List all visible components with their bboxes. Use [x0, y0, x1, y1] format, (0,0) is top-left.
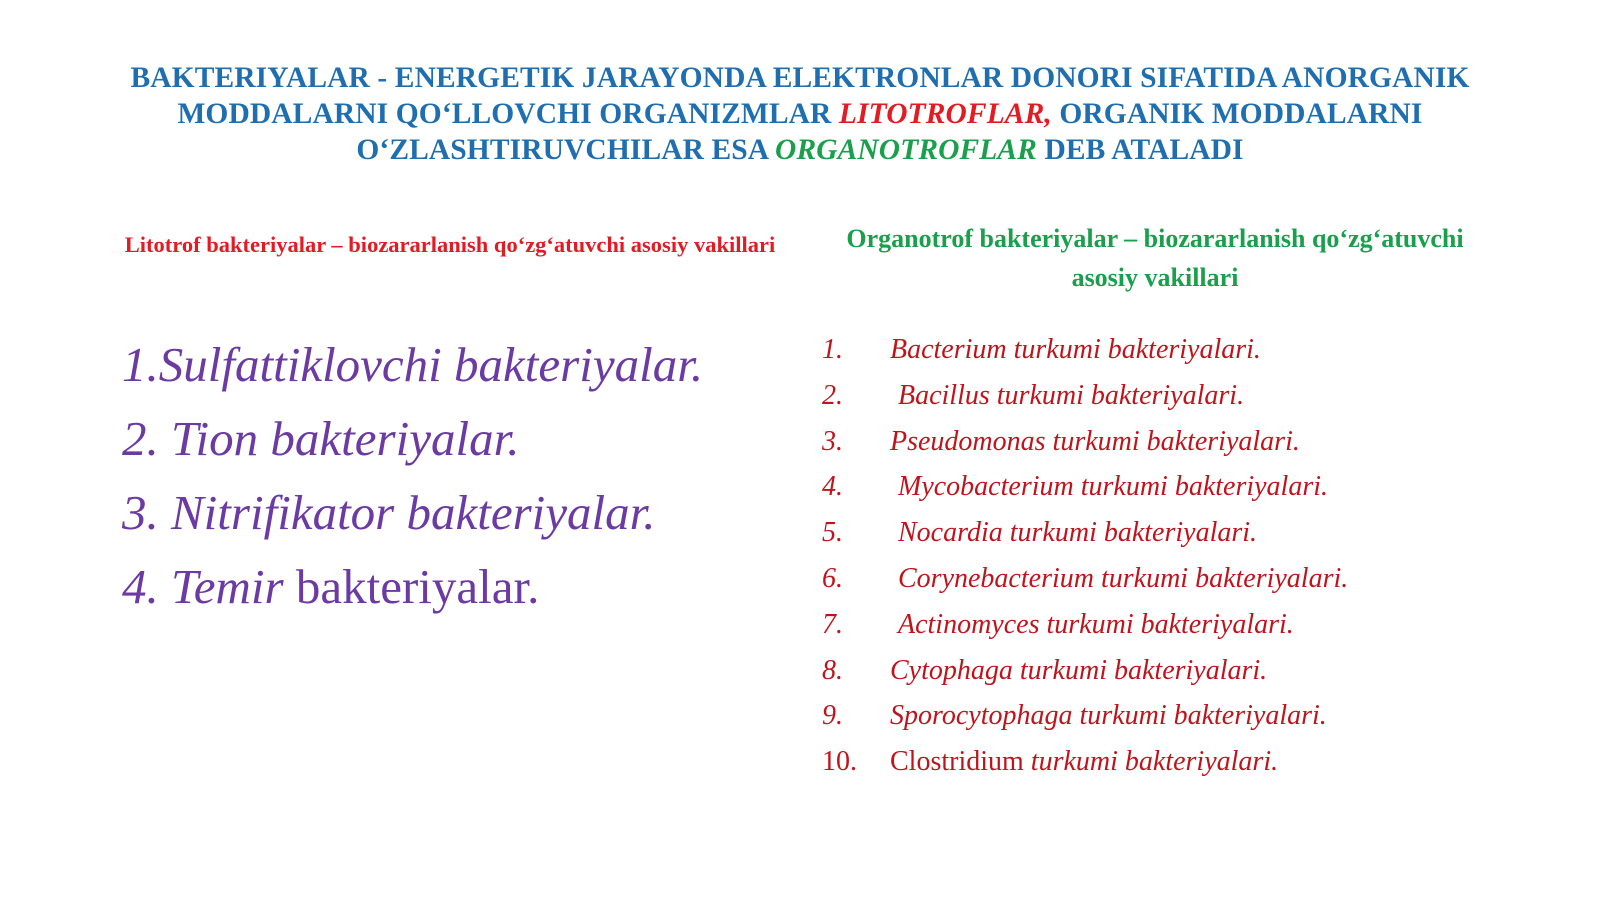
- organotrof-item: [822, 602, 1542, 648]
- organotrof-item: [822, 419, 1542, 465]
- item-number: 6.: [822, 562, 843, 594]
- item-number: 3.: [822, 425, 843, 457]
- item-number: 2.: [822, 379, 843, 411]
- litotrof-item-italic: 4. Temir: [122, 559, 284, 614]
- item-text: Mycobacterium turkumi bakteriyalari.: [898, 471, 1329, 503]
- organotrof-item: [822, 373, 1542, 419]
- item-text: Cytophaga turkumi bakteriyalari.: [890, 654, 1268, 686]
- organotrof-item: [822, 464, 1542, 510]
- litotrof-item: 1.Sulfattiklovchi bakteriyalar.: [122, 337, 704, 392]
- item-number: 1.: [822, 334, 843, 365]
- organotrof-item: [822, 693, 1542, 739]
- litotrof-item: [122, 550, 802, 624]
- organotrof-item: [822, 739, 1542, 785]
- item-number: 5.: [822, 517, 843, 549]
- organotrof-item: [822, 327, 1542, 373]
- litotrof-list: [122, 328, 802, 624]
- item-number: 4.: [822, 471, 843, 503]
- item-text: Corynebacterium turkumi bakteriyalari.: [898, 562, 1349, 594]
- item-text-italic: turkumi bakteriyalari.: [1023, 746, 1279, 778]
- organotrof-item: [822, 510, 1542, 556]
- item-text: Actinomyces turkumi bakteriyalari.: [898, 608, 1294, 640]
- litotrof-heading: Litotrof bakteriyalar – biozararlanish qo‘zg‘atuvchi asosiy vakillari: [124, 232, 776, 257]
- litotrof-item-plain: bakteriyalar.: [283, 559, 540, 614]
- title-organotroflar: ORGANOTROFLAR: [775, 134, 1037, 166]
- organotrof-item: [822, 556, 1542, 602]
- item-number: 8.: [822, 654, 843, 686]
- item-number: 9.: [822, 700, 843, 732]
- organotrof-list: [822, 327, 1542, 785]
- item-text: [890, 739, 1278, 785]
- item-text-plain: Clostridium: [890, 746, 1024, 778]
- organotrof-item: [822, 648, 1542, 694]
- item-number: 10.: [822, 746, 857, 778]
- item-number: 7.: [822, 608, 843, 640]
- title-part-3: DEB ATALADI: [1036, 134, 1244, 166]
- item-text: Nocardia turkumi bakteriyalari.: [898, 517, 1258, 549]
- title-part-2: ORGANIK MODDALARNI O‘ZLASHTIRUVCHILAR ESA: [356, 98, 1423, 166]
- slide-title: [130, 60, 1470, 168]
- item-text: Sporocytophaga turkumi bakteriyalari.: [890, 700, 1327, 732]
- item-text: Pseudomonas turkumi bakteriyalari.: [890, 425, 1300, 457]
- litotrof-item: 2. Tion bakteriyalar.: [122, 411, 520, 466]
- item-text: Bacterium turkumi bakteriyalari.: [890, 334, 1261, 365]
- title-part-1: BAKTERIYALAR - ENERGETIK JARAYONDA ELEKTRONLAR DONORI SIFATIDA ANORGANIK MODDALARNI QO‘LLOVCHI ORGANIZMLAR: [130, 62, 1470, 130]
- item-text: Bacillus turkumi bakteriyalari.: [898, 379, 1245, 411]
- title-litotroflar: LITOTROFLAR,: [838, 98, 1052, 130]
- litotrof-item: 3. Nitrifikator bakteriyalar.: [122, 485, 656, 540]
- organotrof-heading: Organotrof bakteriyalar – biozararlanish qo‘zg‘atuvchi asosiy vakillari: [846, 224, 1464, 292]
